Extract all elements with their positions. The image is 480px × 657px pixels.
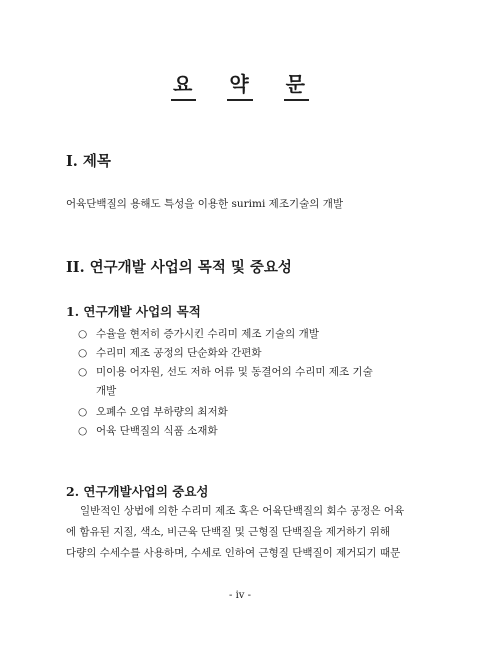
list-item [78,326,319,341]
list-item-continuation: 개발 [96,385,117,397]
bullet-icon: ○ [78,328,88,340]
bullet-icon: ○ [78,366,88,378]
list-item [78,423,218,438]
title-char: 약 [227,68,252,101]
paragraph-line: 에 함유된 지질, 색소, 비근육 단백질 및 근형질 단백질을 제거하기 위해 [66,526,391,538]
section-2-heading: II. 연구개발 사업의 목적 및 중요성 [66,259,292,276]
page-title [0,68,480,101]
list-item [78,345,262,360]
subsection-2-heading: 2. 연구개발사업의 중요성 [66,484,209,499]
list-item-text: 수율을 현저히 증가시킨 수리미 제조 기술의 개발 [96,328,319,340]
section-1-heading: I. 제목 [66,153,111,170]
list-item [78,404,228,419]
title-char: 문 [284,68,309,101]
bullet-icon: ○ [78,347,88,359]
list-item-text: 어육 단백질의 식품 소재화 [96,425,218,437]
list-item-text: 오폐수 오염 부하량의 최저화 [96,406,228,418]
page-number: - iv - [229,590,251,601]
list-item [78,364,373,379]
subsection-1-heading: 1. 연구개발 사업의 목적 [66,304,201,319]
list-item-text: 미이용 어자원, 선도 저하 어류 및 동결어의 수리미 제조 기술 [96,366,373,378]
section-1-text: 어육단백질의 용해도 특성을 이용한 surimi 제조기술의 개발 [66,198,344,210]
paragraph-line: 다량의 수세수를 사용하며, 수세로 인하여 근형질 단백질이 제거되기 때문 [66,547,401,559]
title-char: 요 [171,68,196,101]
bullet-icon: ○ [78,425,88,437]
bullet-icon: ○ [78,406,88,418]
list-item-text: 수리미 제조 공정의 단순화와 간편화 [96,347,262,359]
paragraph-line: 일반적인 상법에 의한 수리미 제조 혹은 어육단백질의 회수 공정은 어육 [80,505,405,517]
